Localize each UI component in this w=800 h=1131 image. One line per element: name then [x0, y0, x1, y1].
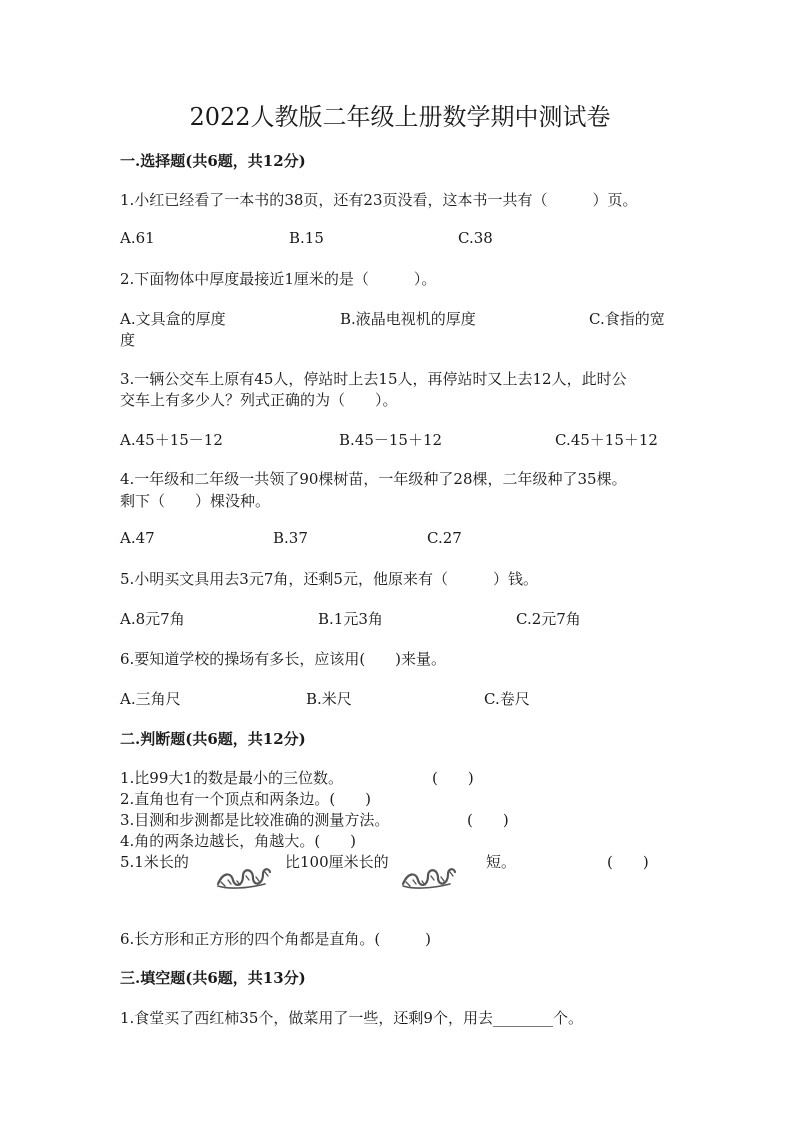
judgement-3-bracket: ( )	[467, 811, 509, 829]
q2-option-c-wrap: 度	[120, 331, 136, 349]
question-2: 2.下面物体中厚度最接近1厘米的是（ ）。	[120, 270, 437, 288]
question-1: 1.小红已经看了一本书的38页，还有23页没看，这本书一共有（ ）页。	[120, 191, 638, 209]
q2-option-c: C.食指的宽	[589, 310, 665, 328]
q2-option-b: B.液晶电视机的厚度	[340, 310, 476, 328]
rope-image-1	[215, 862, 273, 890]
q6-option-a: A.三角尺	[120, 690, 181, 708]
rope-image-2	[400, 862, 458, 890]
q3-option-a: A.45＋15－12	[120, 431, 223, 449]
section-heading-judgement: 二.判断题(共6题，共12分)	[120, 730, 306, 748]
q6-option-c: C.卷尺	[484, 690, 530, 708]
q5-option-c: C.2元7角	[516, 610, 581, 628]
judgement-5-bracket: ( )	[607, 853, 649, 871]
q1-option-c: C.38	[458, 229, 493, 247]
question-4-line2: 剩下（ ）棵没种。	[120, 492, 271, 510]
judgement-3: 3.目测和步测都是比较准确的测量方法。	[120, 811, 390, 829]
q1-option-b: B.15	[289, 229, 324, 247]
q5-option-b: B.1元3角	[318, 610, 383, 628]
question-3-line2: 交车上有多少人？列式正确的为（ ）。	[120, 391, 398, 409]
q5-option-a: A.8元7角	[120, 610, 185, 628]
question-5: 5.小明买文具用去3元7角，还剩5元，他原来有（ ）钱。	[120, 570, 538, 588]
judgement-1: 1.比99大1的数是最小的三位数。	[120, 769, 343, 787]
judgement-4: 4.角的两条边越长，角越大。( )	[120, 832, 357, 850]
judgement-6: 6.长方形和正方形的四个角都是直角。( )	[120, 930, 432, 948]
fill-question-1: 1.食堂买了西红柿35个，做菜用了一些，还剩9个，用去________个。	[120, 1009, 583, 1027]
q2-option-a: A.文具盒的厚度	[120, 310, 226, 328]
q4-option-b: B.37	[273, 529, 308, 547]
page-title: 2022人教版二年级上册数学期中测试卷	[189, 103, 611, 131]
q4-option-c: C.27	[427, 529, 462, 547]
section-heading-fill: 三.填空题(共6题，共13分)	[120, 969, 306, 987]
q1-option-a: A.61	[120, 229, 155, 247]
judgement-5-part1: 5.1米长的	[120, 853, 189, 871]
question-6: 6.要知道学校的操场有多长，应该用( )来量。	[120, 650, 447, 668]
judgement-1-bracket: ( )	[432, 769, 474, 787]
question-4-line1: 4.一年级和二年级一共领了90棵树苗，一年级种了28棵，二年级种了35棵。	[120, 470, 627, 488]
section-heading-choice: 一.选择题(共6题，共12分)	[120, 152, 306, 170]
q3-option-c: C.45＋15＋12	[555, 431, 658, 449]
q3-option-b: B.45－15＋12	[339, 431, 443, 449]
q4-option-a: A.47	[120, 529, 155, 547]
q6-option-b: B.米尺	[306, 690, 352, 708]
judgement-5-part2: 比100厘米长的	[285, 853, 389, 871]
judgement-2: 2.直角也有一个顶点和两条边。( )	[120, 790, 372, 808]
judgement-5-part3: 短。	[486, 853, 517, 871]
question-3-line1: 3.一辆公交车上原有45人，停站时上去15人，再停站时又上去12人，此时公	[120, 370, 627, 388]
